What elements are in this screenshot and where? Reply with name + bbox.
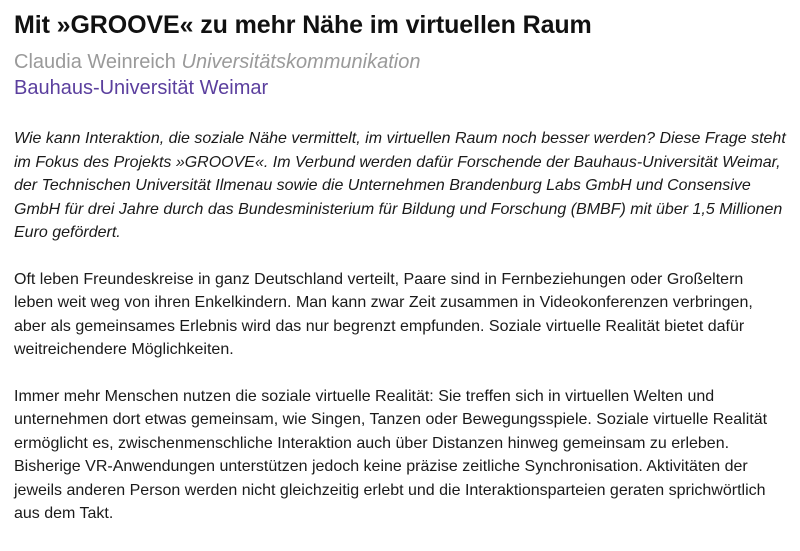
body-paragraph-2: Immer mehr Menschen nutzen die soziale virtuelle Realität: Sie treffen sich in virtuellen Welten und unternehmen dort etwas gemeinsam, wie Singen, Tanzen oder Bewegungsspiele. Soziale virtuelle Realität ermöglicht es, zwischenmenschliche Interaktion auch über Distanzen hinweg gemeinsam zu erleben. Bisherige VR-Anwendungen unterstützen jedoch keine präzise zeitliche Synchronisation. Aktivitäten der jeweils anderen Person werden nicht gleichzeitig erlebt und die Interaktionsparteien geraten sprichwörtlich aus dem Takt. (14, 387, 768, 522)
author-name: Claudia Weinreich (14, 51, 176, 73)
lead-paragraph: Wie kann Interaktion, die soziale Nähe vermittelt, im virtuellen Raum noch besser werden? Diese Frage steht im Fokus des Projekts »GROOVE«. Im Verbund werden dafür Forschende der Bauhaus-Universität Weimar, der Technischen Universität Ilmenau sowie die Unternehmen Brandenburg Labs GmbH und Consensive GmbH für drei Jahre durch das Bundesministerium für Bildung und Forschung (BMBF) mit über 1,5 Millionen Euro gefördert. (14, 130, 786, 241)
institution-name: Bauhaus-Universität Weimar (14, 77, 269, 99)
article-title: Mit »GROOVE« zu mehr Nähe im virtuellen Raum (14, 11, 592, 39)
author-line (14, 49, 786, 75)
body-paragraph-1: Oft leben Freundeskreise in ganz Deutschland verteilt, Paare sind in Fernbeziehungen oder Großeltern leben weit weg von ihren Enkelkindern. Man kann zwar Zeit zusammen in Videokonferenzen verbringen, aber als gemeinsames Erlebnis wird das nur begrenzt empfunden. Soziale virtuelle Realität bietet dafür weitreichendere Möglichkeiten. (14, 270, 753, 358)
author-role: Universitätskommunikation (181, 51, 421, 73)
